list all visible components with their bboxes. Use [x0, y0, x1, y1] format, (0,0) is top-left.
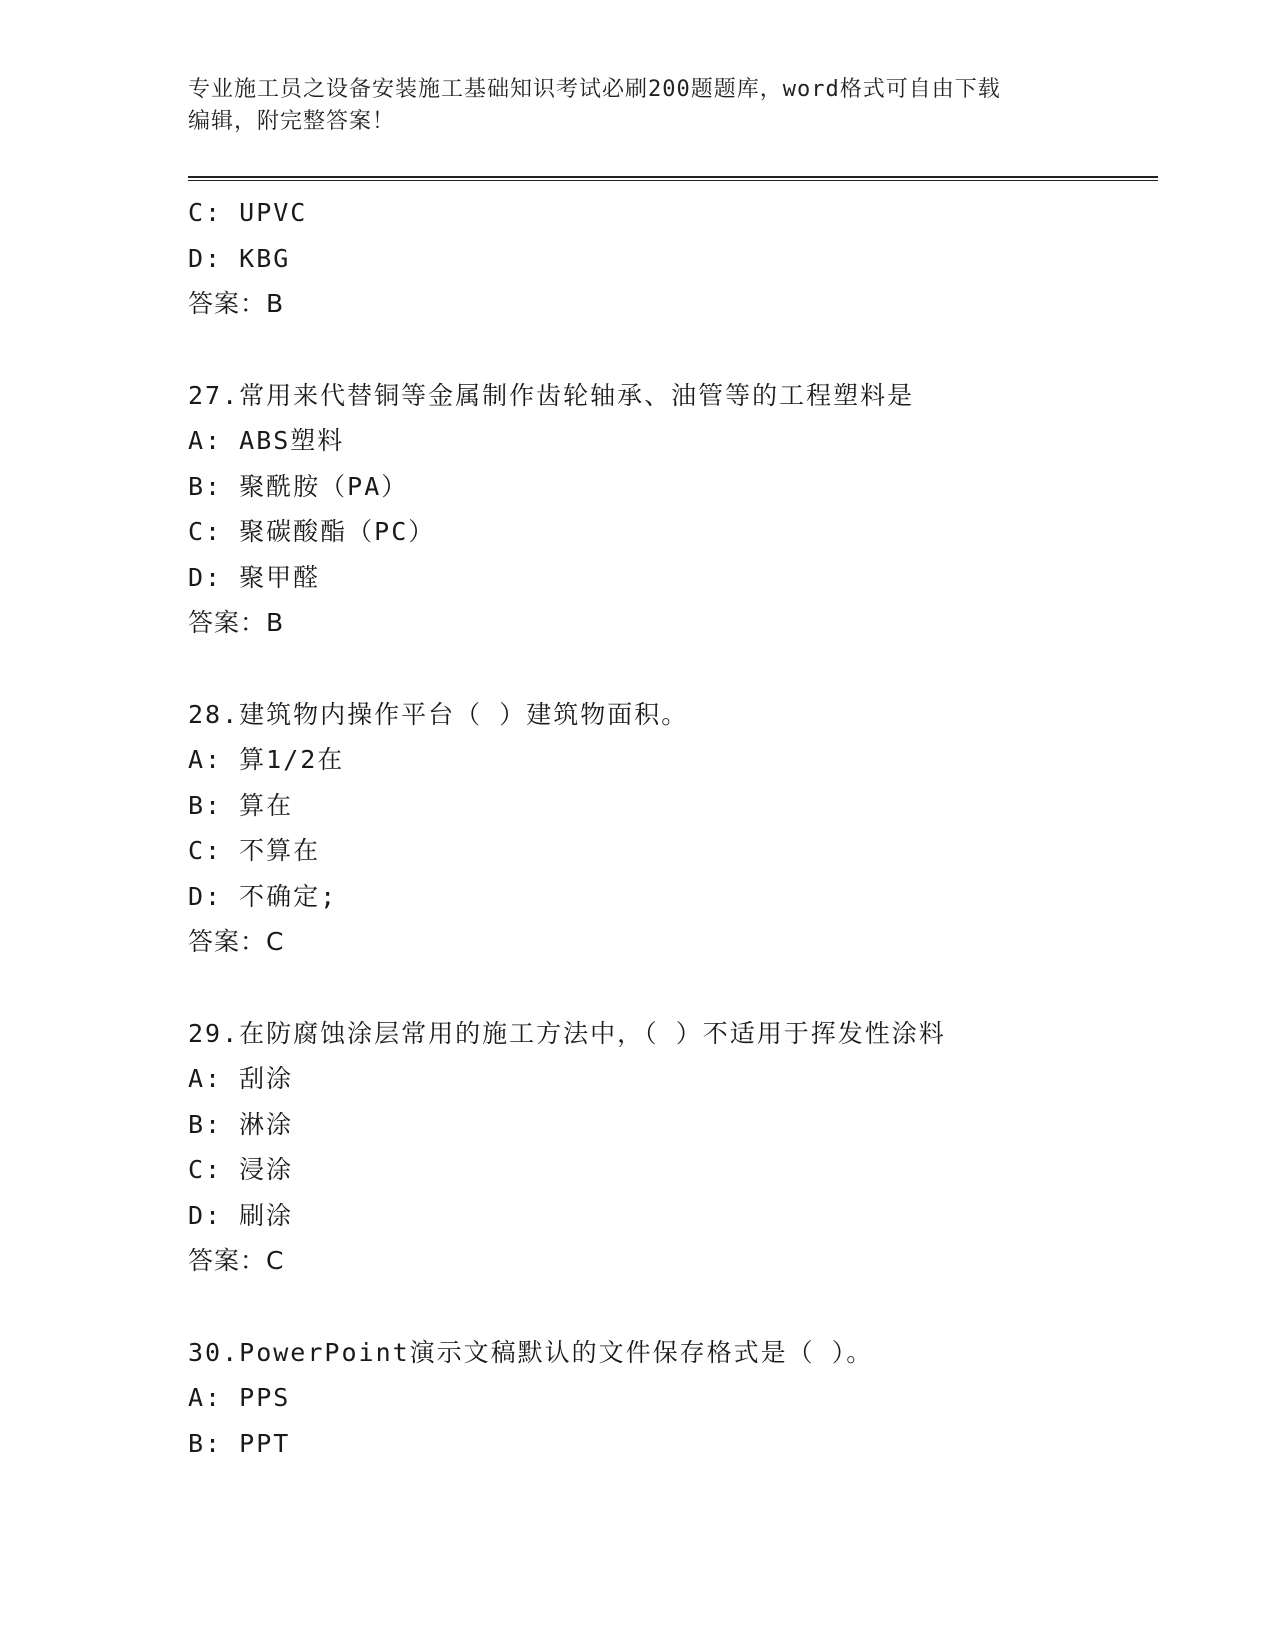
option-c: C: UPVC [188, 198, 308, 227]
question-list [188, 190, 1158, 1466]
option-b: B: 算在 [188, 790, 294, 820]
question-29 [188, 1011, 1158, 1284]
option-b: B: 聚酰胺（PA） [188, 471, 409, 501]
question-30 [188, 1330, 1158, 1467]
spacer [188, 327, 1158, 373]
prev-question-tail [188, 190, 1158, 327]
header-line-1: 专业施工员之设备安装施工基础知识考试必刷200题题库，word格式可自由下载 [188, 77, 1001, 102]
option-a: A: 刮涂 [188, 1064, 294, 1093]
option-b: B: PPT [188, 1428, 291, 1458]
question-27 [188, 373, 1158, 646]
option-a: A: PPS [188, 1383, 291, 1412]
header-line-2: 编辑，附完整答案！ [188, 109, 396, 134]
option-c: C: 不算在 [188, 836, 321, 865]
header-divider [188, 176, 1158, 181]
spacer [188, 1284, 1158, 1330]
question-text: 29.在防腐蚀涂层常用的施工方法中，（ ）不适用于挥发性涂料 [188, 1018, 946, 1048]
option-d: D: 不确定; [188, 881, 338, 911]
option-d: D: 刷涂 [188, 1200, 294, 1230]
question-text: 28.建筑物内操作平台（ ）建筑物面积。 [188, 699, 689, 729]
spacer [188, 965, 1158, 1011]
answer-text: 答案：C [188, 1246, 285, 1275]
question-text: 27.常用来代替铜等金属制作齿轮轴承、油管等的工程塑料是 [188, 380, 915, 410]
option-c: C: 浸涂 [188, 1155, 294, 1184]
option-b: B: 淋涂 [188, 1109, 294, 1139]
answer-text: 答案：B [188, 608, 285, 637]
answer-text: 答案：C [188, 927, 285, 956]
document-header [188, 74, 1068, 138]
question-28 [188, 692, 1158, 965]
option-a: A: 算1/2在 [188, 745, 345, 774]
option-d: D: KBG [188, 243, 291, 273]
option-d: D: 聚甲醛 [188, 562, 321, 592]
option-c: C: 聚碳酸酯（PC） [188, 517, 436, 546]
option-a: A: ABS塑料 [188, 426, 345, 455]
spacer [188, 646, 1158, 692]
question-text: 30.PowerPoint演示文稿默认的文件保存格式是（ ）。 [188, 1337, 874, 1367]
answer-text: 答案：B [188, 289, 285, 318]
